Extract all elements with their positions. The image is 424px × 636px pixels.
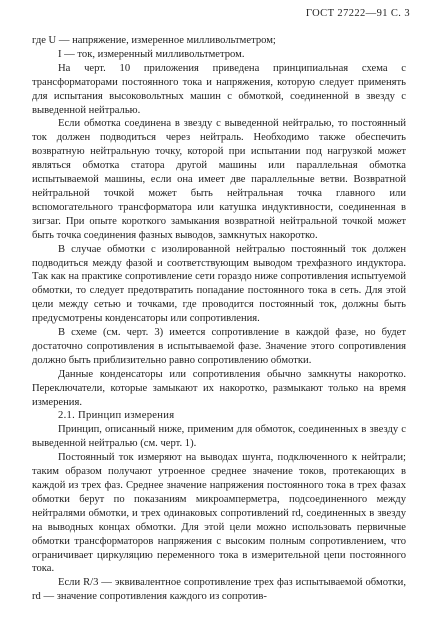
page-header: ГОСТ 27222—91 С. 3 (305, 8, 410, 19)
paragraph: На черт. 10 приложения приведена принципиальная схема с трансформаторами постоянного тока и напряжения, которую следует применять для испытания высоковольтных машин с обмоткой, соединенной в звезду с выведенной нейтралью. (32, 62, 406, 116)
paragraph: Данные конденсаторы или сопротивления обычно замкнуты накоротко. Переключатели, которые замыкают их накоротко, размыкают только на время измерения. (32, 368, 406, 408)
paragraph: Постоянный ток измеряют на выводах шунта, подключенного к нейтрали; таким образом получают утроенное среднее значение токов, протекающих в каждой из трех фаз. Среднее значение напряжения постоянного тока в трех фазах обмотки берут по показаниям микроамперметра, подсоединенного между нейтралями обмотки, и трех одинаковых сопротивлений rd, соединенных в звезду на выводных концах обмотки. Для этой цели можно использовать первичные обмотки трансформаторов напряжения с высоким полным сопротивлением, что ограничивает циркуляцию переменного тока в измерительной цепи постоянного тока. (32, 452, 406, 575)
paragraph: Если R/3 — эквивалентное сопротивление трех фаз испытываемой обмотки, rd — значение сопротивления каждого из сопротив- (32, 577, 406, 603)
paragraph: Принцип, описанный ниже, применим для обмоток, соединенных в звезду с выведенной нейтралью (см. черт. 1). (32, 424, 406, 450)
paragraph: где U — напряжение, измеренное милливольтметром; (32, 35, 276, 46)
paragraph: Если обмотка соединена в звезду с выведенной нейтралью, то постоянный ток должен подводиться через нейтраль. Необходимо также обеспечить возвратную нейтральную точку, которой при испытании под нагрузкой может являться обмотка статора другой машины или параллельная обмотка испытываемой машины, если она имеет две параллельные ветви. Возвратной нейтральной точкой может быть нейтральная точка главного или вспомогательного трансформатора или катушка индуктивности, соединенная в зигзаг. При опыте короткого замыкания возвратной нейтральной точкой может быть точка соединения фазных выводов, замкнутых накоротко. (32, 118, 406, 241)
body-text (32, 34, 406, 604)
paragraph: В схеме (см. черт. 3) имеется сопротивление в каждой фазе, но будет достаточно сопротивления в испытываемой фазе. Значение этого сопротивления должно быть приблизительно равно сопротивлению обмотки. (32, 327, 406, 366)
section-heading: 2.1. Принцип измерения (58, 410, 175, 422)
paragraph: I — ток, измеренный милливольтметром. (58, 48, 245, 60)
paragraph: В случае обмотки с изолированной нейтралью постоянный ток должен подводиться между фазой и соответствующим выводом трехфазного индуктора. Так как на практике сопротивление сети гораздо ниже сопротивления испытуемой обмотки, то следует предотвратить попадание постоянного тока в сеть. Для этой цели между сетью и точками, где проводится постоянный ток, должны быть предусмотрены конденсаторы или сопротивления. (32, 243, 406, 325)
